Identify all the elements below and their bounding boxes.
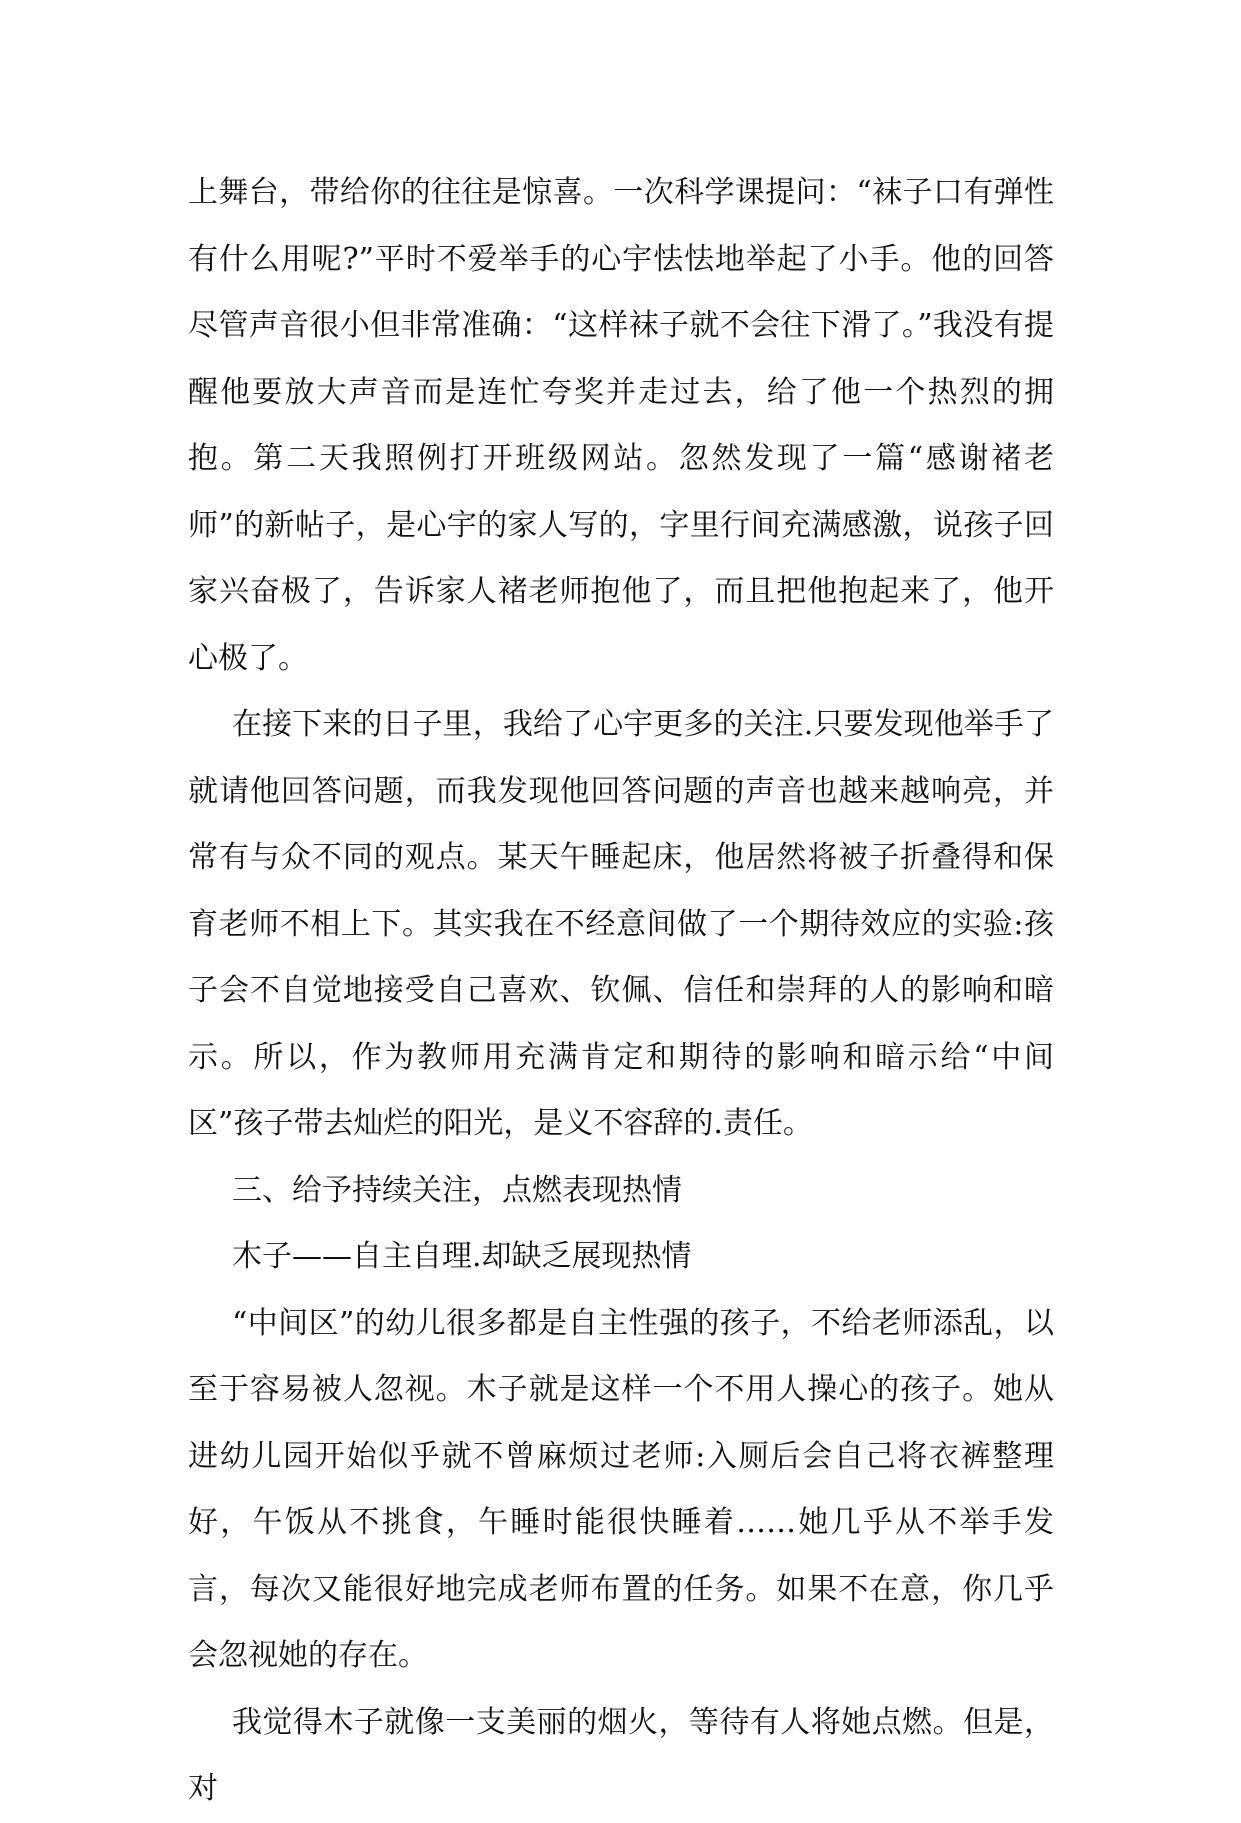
paragraph-middle-zone-children: “中间区”的幼儿很多都是自主性强的孩子，不给老师添乱，以至于容易被人忽视。木子就是这样一个不用人操心的孩子。她从进幼儿园开始似乎就不曾麻烦过老师:入厕后会自己将衣裤整理好，午饭从不挑食，午睡时能很快睡着……她几乎从不举手发言，每次又能很好地完成老师布置的任务。如果不在意，你几乎会忽视她的存在。 — [188, 1305, 1054, 1673]
paragraph-expectation-effect: 在接下来的日子里，我给了心宇更多的关注.只要发现他举手了就请他回答问题，而我发现他回答问题的声音也越来越响亮，并常有与众不同的观点。某天午睡起床，他居然将被子折叠得和保育老师不相上下。其实我在不经意间做了一个期待效应的实验:孩子会不自觉地接受自己喜欢、钦佩、信任和崇拜的人的影响和暗示。所以，作为教师用充满肯定和期待的影响和暗示给“中间区”孩子带去灿烂的阳光，是义不容辞的.责任。 — [188, 707, 1054, 1141]
subheading-muzi: 木子——自主自理.却缺乏展现热情 — [232, 1239, 692, 1274]
paragraph-continued-story: 上舞台，带给你的往往是惊喜。一次科学课提问：“袜子口有弹性有什么用呢?”平时不爱举手的心宇怯怯地举起了小手。他的回答尽管声音很小但非常准确：“这样袜子就不会往下滑了。”我没有提醒他要放大声音而是连忙夸奖并走过去，给了他一个热烈的拥抱。第二天我照例打开班级网站。忽然发现了一篇“感谢褚老师”的新帖子，是心宇的家人写的，字里行间充满感激，说孩子回家兴奋极了，告诉家人褚老师抱他了，而且把他抱起来了，他开心极了。 — [188, 175, 1054, 676]
paragraph-fireworks: 我觉得木子就像一支美丽的烟火，等待有人将她点燃。但是，对 — [188, 1704, 1054, 1806]
document-body — [188, 160, 1054, 1823]
section-heading-three: 三、给予持续关注，点燃表现热情 — [232, 1172, 682, 1208]
